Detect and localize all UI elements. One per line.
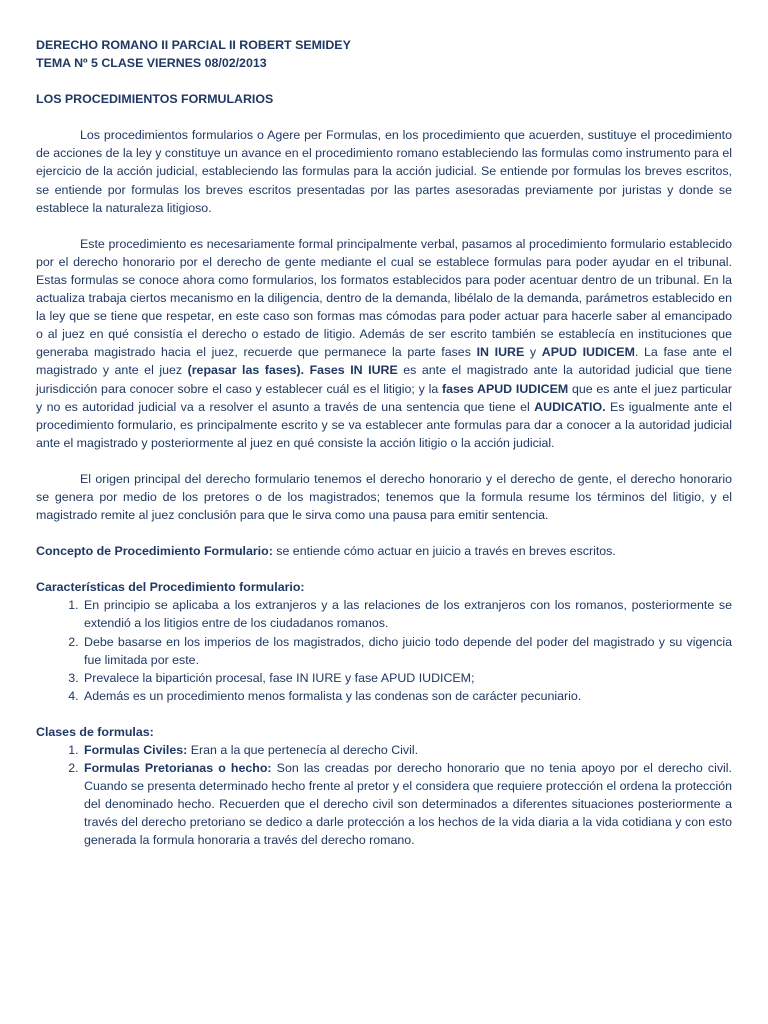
- p2-bold-apud-iudicem: APUD IUDICEM: [541, 345, 635, 360]
- list-item: [82, 741, 732, 759]
- classes-list: [36, 741, 732, 850]
- header-line-course: DERECHO ROMANO II PARCIAL II ROBERT SEMIDEY: [36, 38, 351, 52]
- classes-heading: Clases de formulas:: [36, 724, 154, 739]
- class-text-civiles: Eran a la que pertenecía al derecho Civil.: [187, 743, 419, 757]
- header-line-topic: TEMA Nº 5 CLASE VIERNES 08/02/2013: [36, 56, 267, 71]
- p2-bold-audicatio: AUDICATIO.: [534, 399, 606, 414]
- paragraph-3: El origen principal del derecho formulario tenemos el derecho honorario y el derecho de gente, el derecho honorario se genera por medio de los pretores o de los magistrados; tenemos que la formula resume los términos del litigio, y el magistrado remite al juez conclusión para que le sirva como una pausa para emitir sentencia.: [36, 471, 732, 523]
- class-text-pretorianas: Son las creadas por derecho honorario que no tenia apoyo por el derecho civil. Cuando se presenta determinado hecho frente al pretor y el considera que requiere protección el ordena la protección del denominado hecho. Recuerden que el derecho civil son determinados a diferentes situaciones posteriormente a través del derecho pretoriano se dedico a darle protección a los hechos de la vida diaria a la vida cotidiana y con esto generada la formula honoraria a través del derecho romano.: [84, 761, 732, 848]
- document-title: LOS PROCEDIMIENTOS FORMULARIOS: [36, 92, 274, 107]
- p2-text-5: que es ante el juez particular y no es autoridad judicial va a resolver el asunto a través de una sentencia que tiene el: [36, 381, 732, 414]
- p2-text-2: y: [524, 345, 542, 360]
- concept-text: se entiende cómo actuar en juicio a través en breves escritos.: [272, 544, 616, 559]
- characteristics-list: [36, 596, 732, 705]
- characteristics-heading: Características del Procedimiento formulario:: [36, 580, 305, 595]
- paragraph-1: Los procedimientos formularios o Agere per Formulas, en los procedimiento que acuerden, sustituye el procedimiento de acciones de la ley y constituye un avance en el procedimiento romano estableciendo las formulas como instrumento para el ejercicio de la acción judicial, estableciendo las formulas para la acción judicial. Se entiende por formulas los breves escritos, se entiende por formulas los breves escritos presentadas por las partes asesoradas previamente por juristas y donde se establece la naturaleza litigioso.: [36, 128, 732, 215]
- class-label-civiles: Formulas Civiles:: [84, 743, 188, 757]
- p2-bold-fases-apud: fases APUD IUDICEM: [442, 381, 569, 396]
- p2-text-6: Es igualmente ante el procedimiento formulario, es principalmente escrito y se va establecer ante formulas para dar a conocer a la autoridad judicial ante el magistrado y posteriormente al juez en qué consiste la acción litigio o la acción judicial.: [36, 399, 732, 450]
- list-item: 2. Debe basarse en los imperios de los magistrados, dicho juicio todo depende del poder del magistrado y su vigencia fue limitada por este.: [82, 633, 732, 669]
- p2-text-4: es ante el magistrado ante la autoridad judicial que tiene jurisdicción para conocer sobre el caso y establecer cuál es el litigio; y la: [36, 363, 732, 396]
- concept-definition: [36, 542, 732, 560]
- list-item: 1. En principio se aplicaba a los extranjeros y a las relaciones de los extranjeros con los romanos, posteriormente se extendió a los litigios entre de los ciudadanos romanos.: [82, 596, 732, 632]
- p2-bold-repasar-fases: (repasar las fases). Fases IN IURE: [187, 363, 398, 378]
- list-item: 4. Además es un procedimiento menos formalista y las condenas son de carácter pecuniario.: [82, 687, 732, 705]
- concept-label: Concepto de Procedimiento Formulario:: [36, 544, 273, 559]
- list-item: 3. Prevalece la bipartición procesal, fase IN IURE y fase APUD IUDICEM;: [82, 669, 732, 687]
- list-item: [82, 759, 732, 849]
- p2-text-3: . La fase ante el magistrado y ante el juez: [36, 345, 733, 378]
- p2-bold-in-iure: IN IURE: [476, 345, 525, 360]
- paragraph-2: [36, 235, 732, 452]
- class-label-pretorianas: Formulas Pretorianas o hecho:: [84, 761, 272, 776]
- p2-text-1: Este procedimiento es necesariamente formal principalmente verbal, pasamos al procedimiento formulario establecido por el derecho honorario por el derecho de gente mediante el cual se establece formulas para poder ayudar en el tribunal. Estas formulas se conoce ahora como formularios, los formatos establecidos para poder acentuar dentro de un tribunal. En la actualiza trabaja ciertos mecanismo en la diligencia, dentro de la demanda, libélalo de la demanda, parámetros establecido en la ley que se tiene que respetar, en este caso son formas mas cómodas para poder actuar para hacerle saber al emancipado o al juez en qué consistía el derecho o estado de litigio. Además de ser escrito también se establecía en instituciones que generaba magistrado hacia el juez, recuerde que permanece la parte fases: [36, 236, 732, 360]
